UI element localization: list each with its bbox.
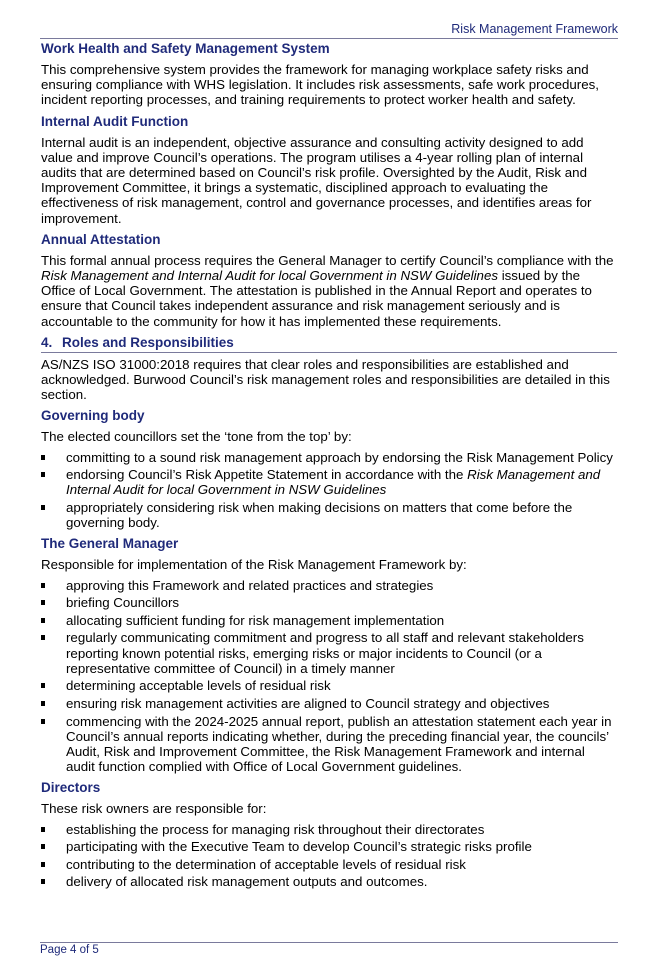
audit-paragraph: Internal audit is an independent, objective assurance and consulting activity designed to add value and improve Council’s operations. The program utilises a 4-year rolling plan of internal audits that are determined based on Council’s risk profile. Oversighted by the Audit, Risk and Improvement Committee, it brings a systematic, disciplined approach to evaluating the effectiveness of risk management, control and governance processes, and identifies areas for improvement. [41,134,592,226]
bullet-icon [41,701,45,706]
general-manager-heading: The General Manager [41,536,179,552]
section-title: Roles and Responsibilities [62,334,234,350]
list-item [41,822,617,837]
list-item-text: briefing Councillors [66,595,180,611]
bullet-icon [41,862,45,867]
list-item-text: approving this Framework and related practices and strategies [66,577,434,593]
list-item [41,714,617,775]
bullet-icon [41,505,45,510]
list-item-text: determining acceptable levels of residual risk [66,678,331,694]
list-item [41,630,617,676]
section-number: 4. [41,334,53,350]
list-item-text: contributing to the determination of acceptable levels of residual risk [66,856,466,872]
page-footer [40,944,99,956]
list-item [41,595,617,610]
bullet-icon [41,583,45,588]
list-item-text: appropriately considering risk when making decisions on matters that come before the governing body. [66,500,573,531]
document-body [41,40,617,895]
page-header [40,22,618,39]
bullet-icon [41,472,45,477]
directors-list [41,822,617,890]
list-item [41,874,617,889]
whs-paragraph: This comprehensive system provides the framework for managing workplace safety risks and ensuring compliance with WHS legislation. It includes risk assessments, safe work procedures, incident reporting processes, and training requirements to protect worker health and safety. [41,62,599,108]
bullet-icon [41,600,45,605]
bullet-icon [41,844,45,849]
bullet-icon [41,683,45,688]
list-item-text: endorsing Council’s Risk Appetite Statement in accordance with the [66,467,468,483]
whs-heading: Work Health and Safety Management System [41,41,330,56]
section-4-heading [41,334,617,353]
list-item [41,467,617,497]
list-item [41,857,617,872]
list-item [41,450,617,465]
header-title: Risk Management Framework [451,22,618,36]
list-item-text: allocating sufficient funding for risk management implementation [66,612,445,628]
bullet-icon [41,719,45,724]
footer-divider [40,942,618,943]
attestation-paragraph [41,253,617,329]
attestation-text-start: This formal annual process requires the General Manager to certify Council’s compliance with the [41,252,614,268]
list-item-text: regularly communicating commitment and progress to all staff and relevant stakeholders reporting known potential risks, emerging risks or major incidents to Council (or a representative committee of Council) in a timely manner [66,630,584,676]
list-item [41,613,617,628]
list-item-text: committing to a sound risk management approach by endorsing the Risk Management Policy [66,449,613,465]
list-item [41,839,617,854]
bullet-icon [41,455,45,460]
list-item-text: establishing the process for managing risk throughout their directorates [66,821,485,837]
list-item-text: commencing with the 2024-2025 annual report, publish an attestation statement each year in Council’s annual reports indicating whether, during the preceding financial year, the councils’ Audit, Risk and Improvement Committee, the Risk Management Framework and internal audit function complied with Office of Local Government guidelines. [66,713,612,775]
bullet-icon [41,827,45,832]
list-item [41,500,617,530]
governing-body-intro: The elected councillors set the ‘tone from the top’ by: [41,429,352,445]
bullet-icon [41,635,45,640]
bullet-icon [41,618,45,623]
audit-heading: Internal Audit Function [41,113,189,129]
bullet-icon [41,879,45,884]
general-manager-list [41,578,617,775]
list-item-text: delivery of allocated risk management outputs and outcomes. [66,874,428,890]
list-item [41,578,617,593]
section-4-intro: AS/NZS ISO 31000:2018 requires that clear roles and responsibilities are established and acknowledged. Burwood Council’s risk management roles and responsibilities are detailed in this section. [41,356,610,403]
attestation-heading: Annual Attestation [41,231,161,247]
attestation-text-end: issued by the Office of Local Government. The attestation is published in the Annual Report and operates to ensure that Council takes independent assurance and risk management seriously and is accountable to the community for how it has implemented these requirements. [41,268,592,329]
directors-intro: These risk owners are responsible for: [41,801,267,817]
list-item-text: participating with the Executive Team to develop Council’s strategic risks profile [66,839,532,855]
guidelines-title: Risk Management and Internal Audit for local Government in NSW Guidelines [66,467,601,498]
governing-body-heading: Governing body [41,408,145,424]
page-number: Page 4 of 5 [40,944,99,956]
list-item [41,696,617,711]
list-item [41,678,617,693]
directors-heading: Directors [41,780,101,796]
attestation-guidelines-title: Risk Management and Internal Audit for local Government in NSW Guidelines [41,268,498,284]
governing-body-list [41,450,617,531]
general-manager-intro: Responsible for implementation of the Risk Management Framework by: [41,557,467,573]
list-item-text: ensuring risk management activities are aligned to Council strategy and objectives [66,696,550,712]
